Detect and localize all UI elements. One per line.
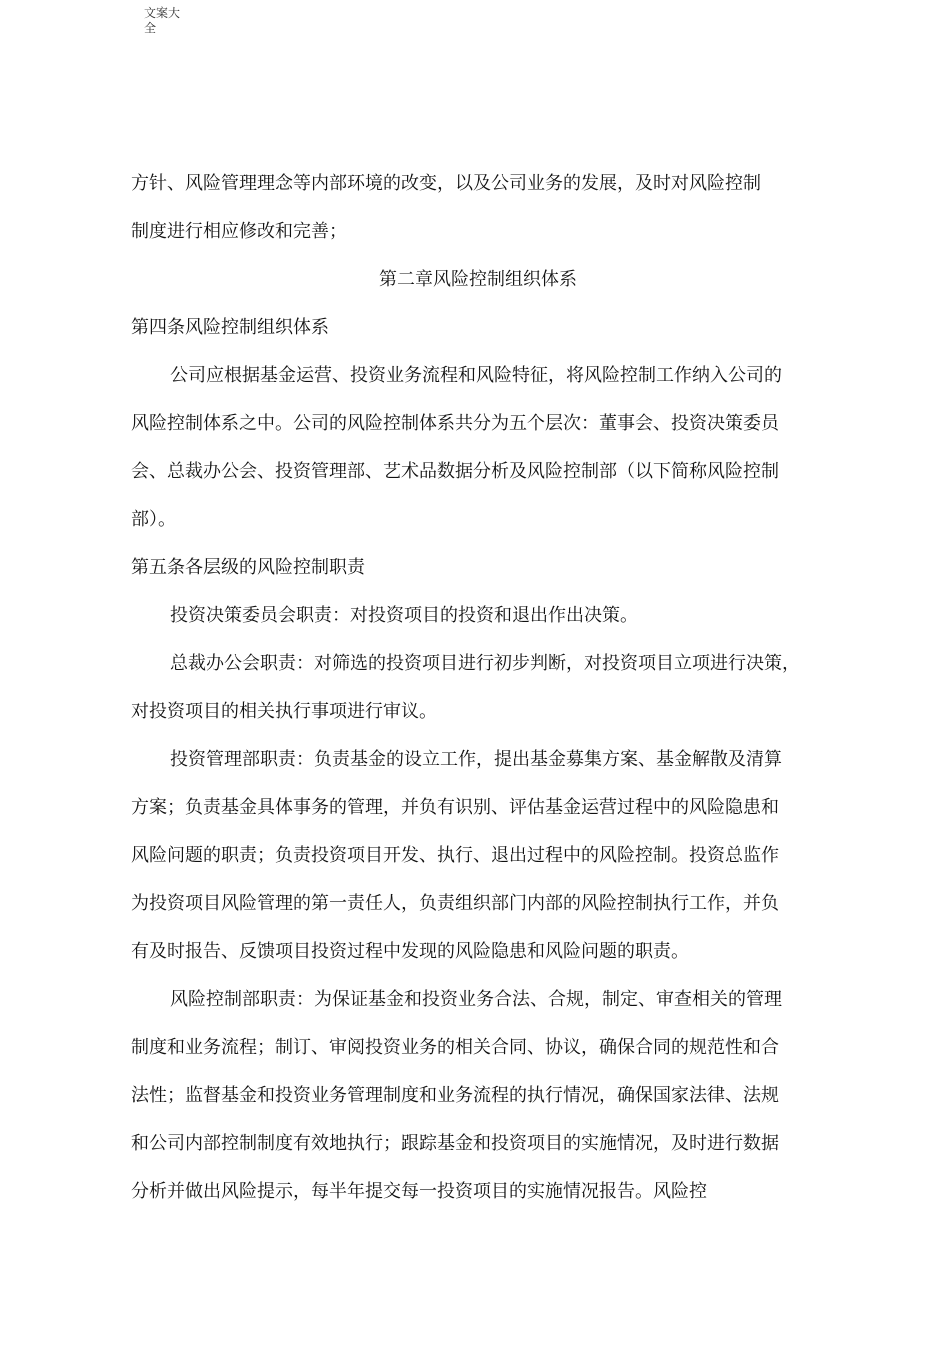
paragraph-line: 为投资项目风险管理的第一责任人，负责组织部门内部的风险控制执行工作，并负 [131,893,779,914]
page-header [144,6,204,36]
document-body [131,160,825,1216]
header-text-line2: 全 [144,21,157,35]
article-heading: 第五条各层级的风险控制职责 [131,557,365,578]
paragraph-line: 总裁办公会职责：对筛选的投资项目进行初步判断，对投资项目立项进行决策， [170,653,800,674]
paragraph-line: 投资决策委员会职责：对投资项目的投资和退出作出决策。 [170,605,638,626]
paragraph-line: 方针、风险管理理念等内部环境的改变，以及公司业务的发展，及时对风险控制 [131,173,761,194]
paragraph-line: 法性；监督基金和投资业务管理制度和业务流程的执行情况，确保国家法律、法规 [131,1085,779,1106]
paragraph-line: 制度进行相应修改和完善； [131,221,347,242]
header-text-line1: 文案大 [144,6,181,20]
paragraph-line: 分析并做出风险提示，每半年提交每一投资项目的实施情况报告。风险控 [131,1181,707,1202]
paragraph-line: 风险控制体系之中。公司的风险控制体系共分为五个层次：董事会、投资决策委员 [131,413,779,434]
paragraph-line: 制度和业务流程；制订、审阅投资业务的相关合同、协议，确保合同的规范性和合 [131,1037,779,1058]
paragraph-line: 会、总裁办公会、投资管理部、艺术品数据分析及风险控制部（以下简称风险控制 [131,461,779,482]
paragraph-line: 对投资项目的相关执行事项进行审议。 [131,701,437,722]
paragraph-line: 公司应根据基金运营、投资业务流程和风险特征，将风险控制工作纳入公司的 [170,365,782,386]
paragraph-line: 部）。 [131,509,176,530]
paragraph-line: 有及时报告、反馈项目投资过程中发现的风险隐患和风险问题的职责。 [131,941,689,962]
chapter-title: 第二章风险控制组织体系 [379,269,577,290]
paragraph-line: 投资管理部职责：负责基金的设立工作，提出基金募集方案、基金解散及清算 [170,749,782,770]
paragraph-line: 和公司内部控制制度有效地执行；跟踪基金和投资项目的实施情况，及时进行数据 [131,1133,779,1154]
paragraph-line: 风险问题的职责；负责投资项目开发、执行、退出过程中的风险控制。投资总监作 [131,845,779,866]
paragraph-line: 方案；负责基金具体事务的管理，并负有识别、评估基金运营过程中的风险隐患和 [131,797,779,818]
paragraph-line: 风险控制部职责：为保证基金和投资业务合法、合规，制定、审查相关的管理 [170,989,782,1010]
article-heading: 第四条风险控制组织体系 [131,317,329,338]
